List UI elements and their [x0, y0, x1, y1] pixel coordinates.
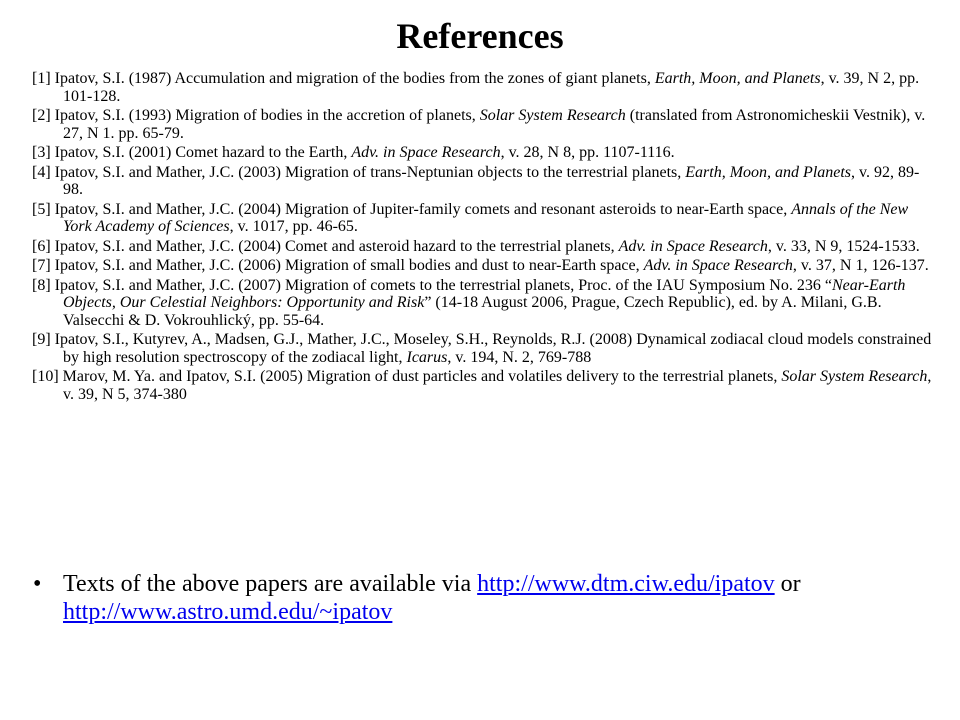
reference-details: , v. 194, N. 2, 769-788 [447, 348, 592, 366]
reference-item [32, 277, 932, 330]
page-title: References [396, 16, 564, 56]
reference-details: , v. 28, N 8, pp. 1107-1116. [500, 144, 675, 161]
reference-number: [7] [32, 257, 51, 274]
reference-item [32, 107, 932, 142]
bullet-icon: • [33, 571, 42, 597]
reference-number: [10] [32, 368, 59, 385]
reference-text: Ipatov, S.I. and Mather, J.C. (2003) Migration of trans-Neptunian objects to the terrestrial planets, [50, 163, 686, 181]
reference-journal: Earth, Moon, and Planets [654, 70, 821, 87]
reference-number: [8] [32, 276, 51, 294]
reference-journal: Adv. in Space Research [351, 144, 501, 161]
reference-text: Ipatov, S.I. (1987) Accumulation and migration of the bodies from the zones of giant planets, [50, 70, 655, 87]
reference-text: Ipatov, S.I. and Mather, J.C. (2006) Migration of small bodies and dust to near-Earth space, [50, 257, 644, 274]
reference-details: ” (14-18 August 2006, Prague, Czech Republic), ed. by A. Milani, G.B. Valsecchi & D. Vokrouhlický, pp. 55-64. [63, 294, 882, 329]
reference-journal: Near-Earth Objects, Our Celestial Neighbors: Opportunity and Risk [63, 276, 906, 311]
note-connector: or [774, 571, 801, 597]
reference-number: [1] [32, 70, 51, 87]
reference-number: [6] [32, 237, 51, 255]
reference-text: Ipatov, S.I. and Mather, J.C. (2007) Migration of comets to the terrestrial planets, Proc. of the IAU Symposium No. 236 “ [50, 276, 832, 294]
availability-note [33, 570, 933, 626]
reference-text: Ipatov, S.I., Kutyrev, A., Madsen, G.J., Mather, J.C., Moseley, S.H., Reynolds, R.J. (2008) Dynamical zodiacal cloud models constrained by high resolution spectroscopy of the zodiacal light, [50, 331, 932, 366]
reference-journal: Adv. in Space Research [618, 237, 768, 255]
reference-text: Marov, M. Ya. and Ipatov, S.I. (2005) Migration of dust particles and volatiles delivery to the terrestrial planets, [58, 368, 782, 385]
reference-details: , v. 39, N 2, pp. 101-128. [63, 70, 920, 105]
reference-item [32, 257, 932, 275]
reference-item [32, 144, 932, 162]
reference-item [32, 331, 932, 366]
reference-number: [3] [32, 144, 51, 161]
bullet-item [33, 570, 933, 626]
reference-details: , v. 92, 89-98. [63, 163, 920, 198]
reference-text: Ipatov, S.I. (2001) Comet hazard to the Earth, [50, 144, 352, 161]
reference-item [32, 238, 932, 256]
reference-number: [9] [32, 331, 51, 348]
reference-number: [2] [32, 107, 51, 124]
reference-journal: Earth, Moon, and Planets [685, 163, 852, 181]
reference-journal: Adv. in Space Research [643, 257, 793, 274]
reference-item [32, 70, 932, 105]
reference-details: (translated from Astronomicheskii Vestnik), v. 27, N 1. pp. 65-79. [63, 107, 926, 142]
reference-details: , v. 37, N 1, 126-137. [792, 257, 929, 274]
reference-number: [5] [32, 200, 51, 218]
reference-number: [4] [32, 163, 51, 181]
reference-text: Ipatov, S.I. and Mather, J.C. (2004) Comet and asteroid hazard to the terrestrial planets, [50, 237, 619, 255]
reference-journal: Solar System Research [781, 368, 928, 385]
reference-journal: Annals of the New York Academy of Sciences [63, 200, 909, 235]
reference-item [32, 164, 932, 199]
reference-journal: Icarus [406, 348, 448, 366]
reference-item [32, 368, 932, 403]
reference-details: , v. 33, N 9, 1524-1533. [767, 237, 920, 255]
dtm-link[interactable]: http://www.dtm.ciw.edu/ipatov [477, 571, 775, 597]
reference-text: Ipatov, S.I. (1993) Migration of bodies in the accretion of planets, [50, 107, 480, 124]
reference-item [32, 201, 932, 236]
reference-journal: Solar System Research [479, 107, 626, 124]
reference-list [32, 70, 932, 405]
note-text: Texts of the above papers are available via [63, 571, 478, 597]
reference-details: , v. 39, N 5, 374-380 [63, 368, 932, 403]
reference-text: Ipatov, S.I. and Mather, J.C. (2004) Migration of Jupiter-family comets and resonant asteroids to near-Earth space, [50, 200, 792, 218]
umd-link[interactable]: http://www.astro.umd.edu/~ipatov [63, 599, 393, 625]
reference-details: , v. 1017, pp. 46-65. [229, 218, 358, 235]
